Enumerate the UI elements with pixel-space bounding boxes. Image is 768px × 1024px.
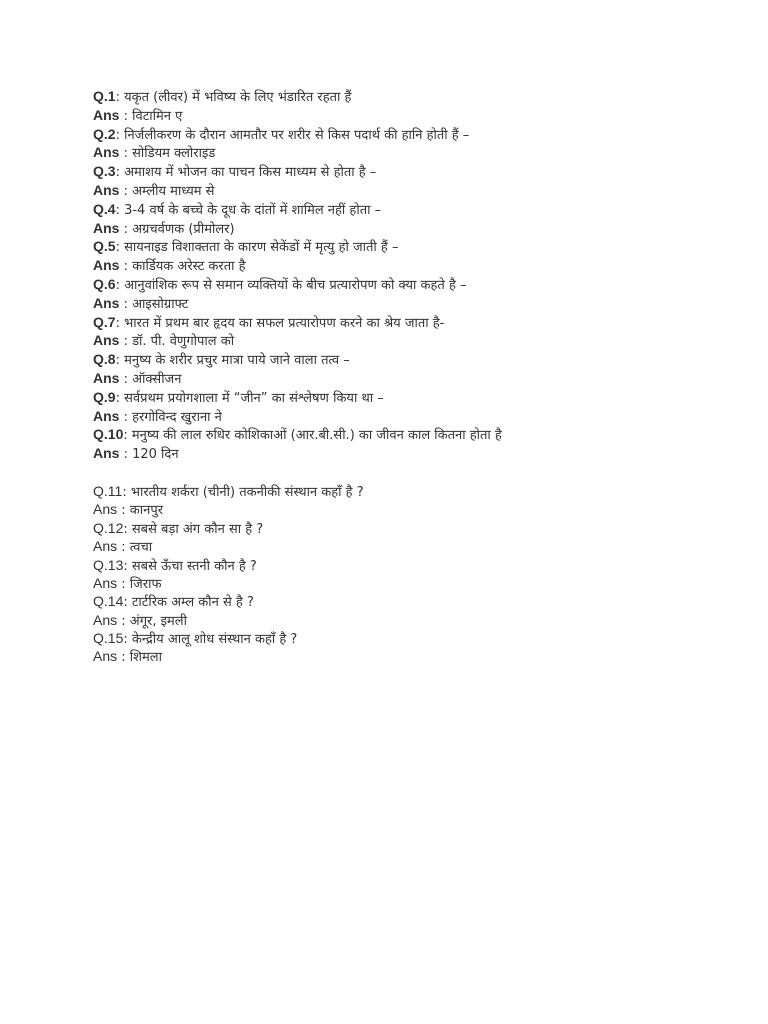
answer-label: Ans: [93, 611, 118, 628]
question-text: : सबसे बड़ा अंग कौन सा है ?: [123, 521, 264, 537]
question-line: [93, 125, 733, 144]
question-text: : 3-4 वर्ष के बच्चे के दूध के दांतों में शामिल नहीं होता –: [115, 202, 382, 218]
answer-line: [93, 574, 733, 592]
question-label: Q.5: [93, 238, 116, 255]
answer-label: Ans: [93, 332, 120, 349]
question-line: [93, 556, 733, 574]
answer-label: Ans: [93, 294, 120, 311]
question-line: [93, 162, 733, 181]
answer-line: [93, 256, 733, 275]
answer-label: Ans: [93, 219, 120, 236]
question-label: Q.6: [93, 275, 116, 292]
question-line: [93, 87, 733, 106]
answer-label: Ans: [93, 538, 118, 555]
answer-text: : विटामिन ए: [119, 108, 183, 124]
answer-line: [93, 106, 733, 125]
answer-text: : 120 दिन: [119, 447, 179, 463]
question-text: : मनुष्य के शरीर प्रचुर मात्रा पाये जाने वाला तत्व –: [115, 353, 350, 369]
question-line: [93, 275, 733, 294]
question-text: : अमाशय में भोजन का पाचन किस माध्यम से होता है –: [115, 165, 377, 181]
question-text: : मनुष्य की लाल रुधिर कोशिकाओं (आर.बी.सी.) का जीवन काल कितना होता है: [123, 428, 502, 444]
qa-section-2: [93, 482, 733, 666]
answer-line: [93, 611, 733, 629]
answer-label: Ans: [93, 648, 118, 665]
question-line: [93, 425, 733, 444]
answer-label: Ans: [93, 407, 120, 424]
answer-line: [93, 444, 733, 463]
answer-label: Ans: [93, 445, 120, 462]
document-page: [93, 87, 733, 666]
question-line: [93, 313, 733, 332]
answer-text: : सोडियम क्लोराइड: [119, 146, 216, 162]
question-line: [93, 482, 733, 500]
question-label: Q.8: [93, 351, 116, 368]
question-line: [93, 200, 733, 219]
answer-text: : अंगूर, इमली: [117, 613, 187, 629]
answer-text: : अम्लीय माध्यम से: [119, 183, 215, 199]
answer-label: Ans: [93, 106, 120, 123]
answer-label: Ans: [93, 144, 120, 161]
question-text: : यकृत (लीवर) में भविष्य के लिए भंडारित रहता हैं: [115, 90, 352, 105]
answer-line: [93, 407, 733, 426]
answer-text: : हरगोविन्द खुराना ने: [119, 409, 222, 425]
answer-label: Ans: [93, 181, 120, 198]
question-label: Q.2: [93, 125, 116, 142]
question-line: [93, 388, 733, 407]
question-line: [93, 237, 733, 256]
answer-line: [93, 181, 733, 200]
question-text: : सायनाइड विशाक्तता के कारण सेकेंडों में मृत्यु हो जाती हैं –: [115, 240, 399, 256]
answer-text: : कानपुर: [117, 503, 164, 519]
answer-line: [93, 647, 733, 665]
answer-line: [93, 537, 733, 555]
question-label: Q.3: [93, 163, 116, 180]
answer-text: : शिमला: [117, 650, 162, 666]
question-line: [93, 592, 733, 610]
question-text: : केन्द्रीय आलू शोध संस्थान कहाँ है ?: [123, 632, 298, 648]
question-line: [93, 350, 733, 369]
question-label: Q.10: [93, 426, 124, 443]
question-label: Q.12: [93, 519, 124, 536]
answer-line: [93, 219, 733, 238]
question-text: : सबसे ऊँचा स्तनी कौन है ?: [123, 558, 257, 574]
answer-text: : जिराफ: [117, 576, 162, 592]
question-text: : भारतीय शर्करा (चीनी) तकनीकी संस्थान कहाँ है ?: [122, 484, 364, 500]
answer-line: [93, 294, 733, 313]
answer-text: : त्वचा: [117, 540, 153, 556]
answer-label: Ans: [93, 501, 118, 518]
answer-label: Ans: [93, 369, 120, 386]
question-label: Q.15: [93, 630, 124, 647]
question-label: Q.4: [93, 200, 116, 217]
answer-line: [93, 369, 733, 388]
answer-line: [93, 500, 733, 518]
question-label: Q.14: [93, 593, 124, 610]
answer-label: Ans: [93, 257, 120, 274]
answer-text: : अग्रचर्वणक (प्रीमोलर): [119, 221, 235, 237]
question-label: Q.13: [93, 556, 124, 573]
question-label: Q.9: [93, 388, 116, 405]
answer-line: [93, 331, 733, 350]
question-text: : भारत में प्रथम बार हृदय का सफल प्रत्यारोपण करने का श्रेय जाता है-: [115, 315, 445, 331]
question-text: : टार्टरिक अम्ल कौन से है ?: [123, 595, 254, 611]
question-label: Q.7: [93, 313, 116, 330]
question-line: [93, 519, 733, 537]
answer-text: : डॉ. पी. वेणुगोपाल को: [119, 334, 235, 350]
question-label: Q.11: [93, 482, 123, 499]
question-text: : निर्जलीकरण के दौरान आमतौर पर शरीर से किस पदार्थ की हानि होती हैं –: [115, 127, 470, 143]
answer-text: : कार्डियक अरेस्ट करता है: [119, 259, 246, 275]
question-label: Q.1: [93, 88, 116, 104]
answer-text: : आइसोग्राफ्ट: [119, 296, 189, 312]
qa-section-1: [93, 87, 733, 463]
question-text: : सर्वप्रथम प्रयोगशाला में “जीन” का संश्लेषण किया था –: [115, 390, 384, 406]
question-text: : आनुवांशिक रूप से समान व्यक्तियों के बीच प्रत्यारोपण को क्या कहते है –: [115, 277, 467, 293]
answer-line: [93, 143, 733, 162]
question-line: [93, 629, 733, 647]
answer-text: : ऑक्सीजन: [119, 371, 182, 387]
answer-label: Ans: [93, 574, 118, 591]
